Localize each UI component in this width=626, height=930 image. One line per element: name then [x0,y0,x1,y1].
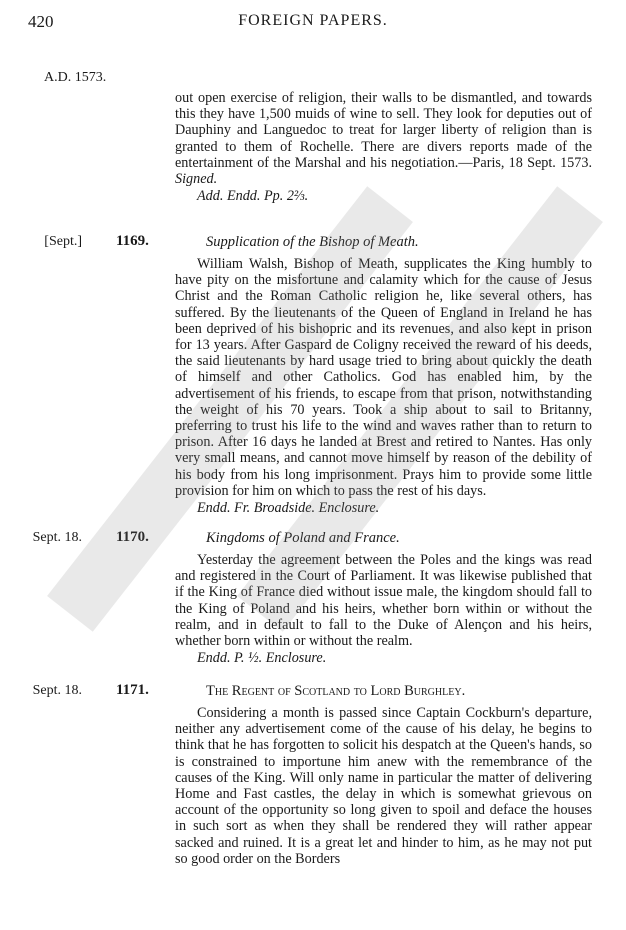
entry-text: Considering a month is passed since Captain Cockburn's departure, neither any advertisement come of the cause of his delay, he begins to think that he has forgotten to solicit his despatch at the Queen's hands, so is constrained to importune him anew with the remembrance of the causes of the King. Will only name in particular the matter of delivering Home and Fast castles, the delay in which is somewhat grievous on account of the opportunity so long given to spoil and deface the houses in such sort as when they shall be rendered they will rather appear sacked and ruined. It is a great let and hinder to him, as he may not put so good order on the Borders [175,705,592,867]
entry-title: The Regent of Scotland to Lord Burghley. [206,683,466,699]
entry-title: Kingdoms of Poland and France. [206,530,400,546]
margin-year: A.D. 1573. [44,70,107,85]
entry-number: 1169. [116,233,149,249]
entry-meta: Endd. Fr. Broadside. Enclosure. [197,500,380,517]
entry-number: 1170. [116,529,149,545]
entry-date: Sept. 18. [32,530,82,545]
entry-body [175,256,592,516]
continuation-text: out open exercise of religion, their walls to be dismantled, and towards this they have 1,500 muids of wine to sell. They look for deputies out of Dauphiny and Languedoc to treat for larger liberty of religion than is granted to them of Rochelle. There are divers reports made of the entertainment of the Marshal and his negotiation.—Paris, 18 Sept. 1573. [175,90,592,171]
continuation-signed: Signed. [175,171,218,188]
entry-number: 1171. [116,682,149,698]
entry-text: Yesterday the agreement between the Poles and the kings was read and registered in the Court of Parliament. It was likewise published that if the King of France died without issue male, the kingdom should fall to the King of Poland and his heirs, whether born within or without the realm, and in default to fall to the Duke of Alençon and his heirs, whether born within or without the realm. [175,552,592,650]
page-header [28,12,598,36]
continuation-meta: Add. Endd. Pp. 2⅔. [197,188,309,205]
entry-meta: Endd. P. ½. Enclosure. [197,650,327,667]
page-number: 420 [28,12,54,31]
entry-text: William Walsh, Bishop of Meath, supplicates the King humbly to have pity on the misfortune and calamity which for the cause of Jesus Christ and the Roman Catholic religion he, like several others, has suffered. By the lieutenants of the Queen of England in Ireland he has been deprived of his bishopric and its revenues, and also kept in prison for 13 years. After Gaspard de Coligny received the reward of his deeds, the said lieutenants by hard usage tried to bring about quickly the death of himself and other Catholics. God has enabled him, by the advertisement of his friends, to escape from that prison, notwithstanding the weight of his 70 years. Took a ship about to sail to Britanny, preferring to trust his life to the wind and waves rather than to return to prison. After 16 days he landed at Brest and retired to Nantes. Has only very small means, and cannot move himself by reason of the debility of his body from his long imprisonment. Prays him to provide some little provision for him on which to pass the rest of his days. [175,256,592,499]
running-title: FOREIGN PAPERS. [238,12,388,29]
entry-date: [Sept.] [44,234,82,249]
entry-title: Supplication of the Bishop of Meath. [206,234,419,250]
entry-date: Sept. 18. [32,683,82,698]
continuation-block [175,90,592,204]
entry-body [175,705,592,867]
entry-body [175,552,592,666]
